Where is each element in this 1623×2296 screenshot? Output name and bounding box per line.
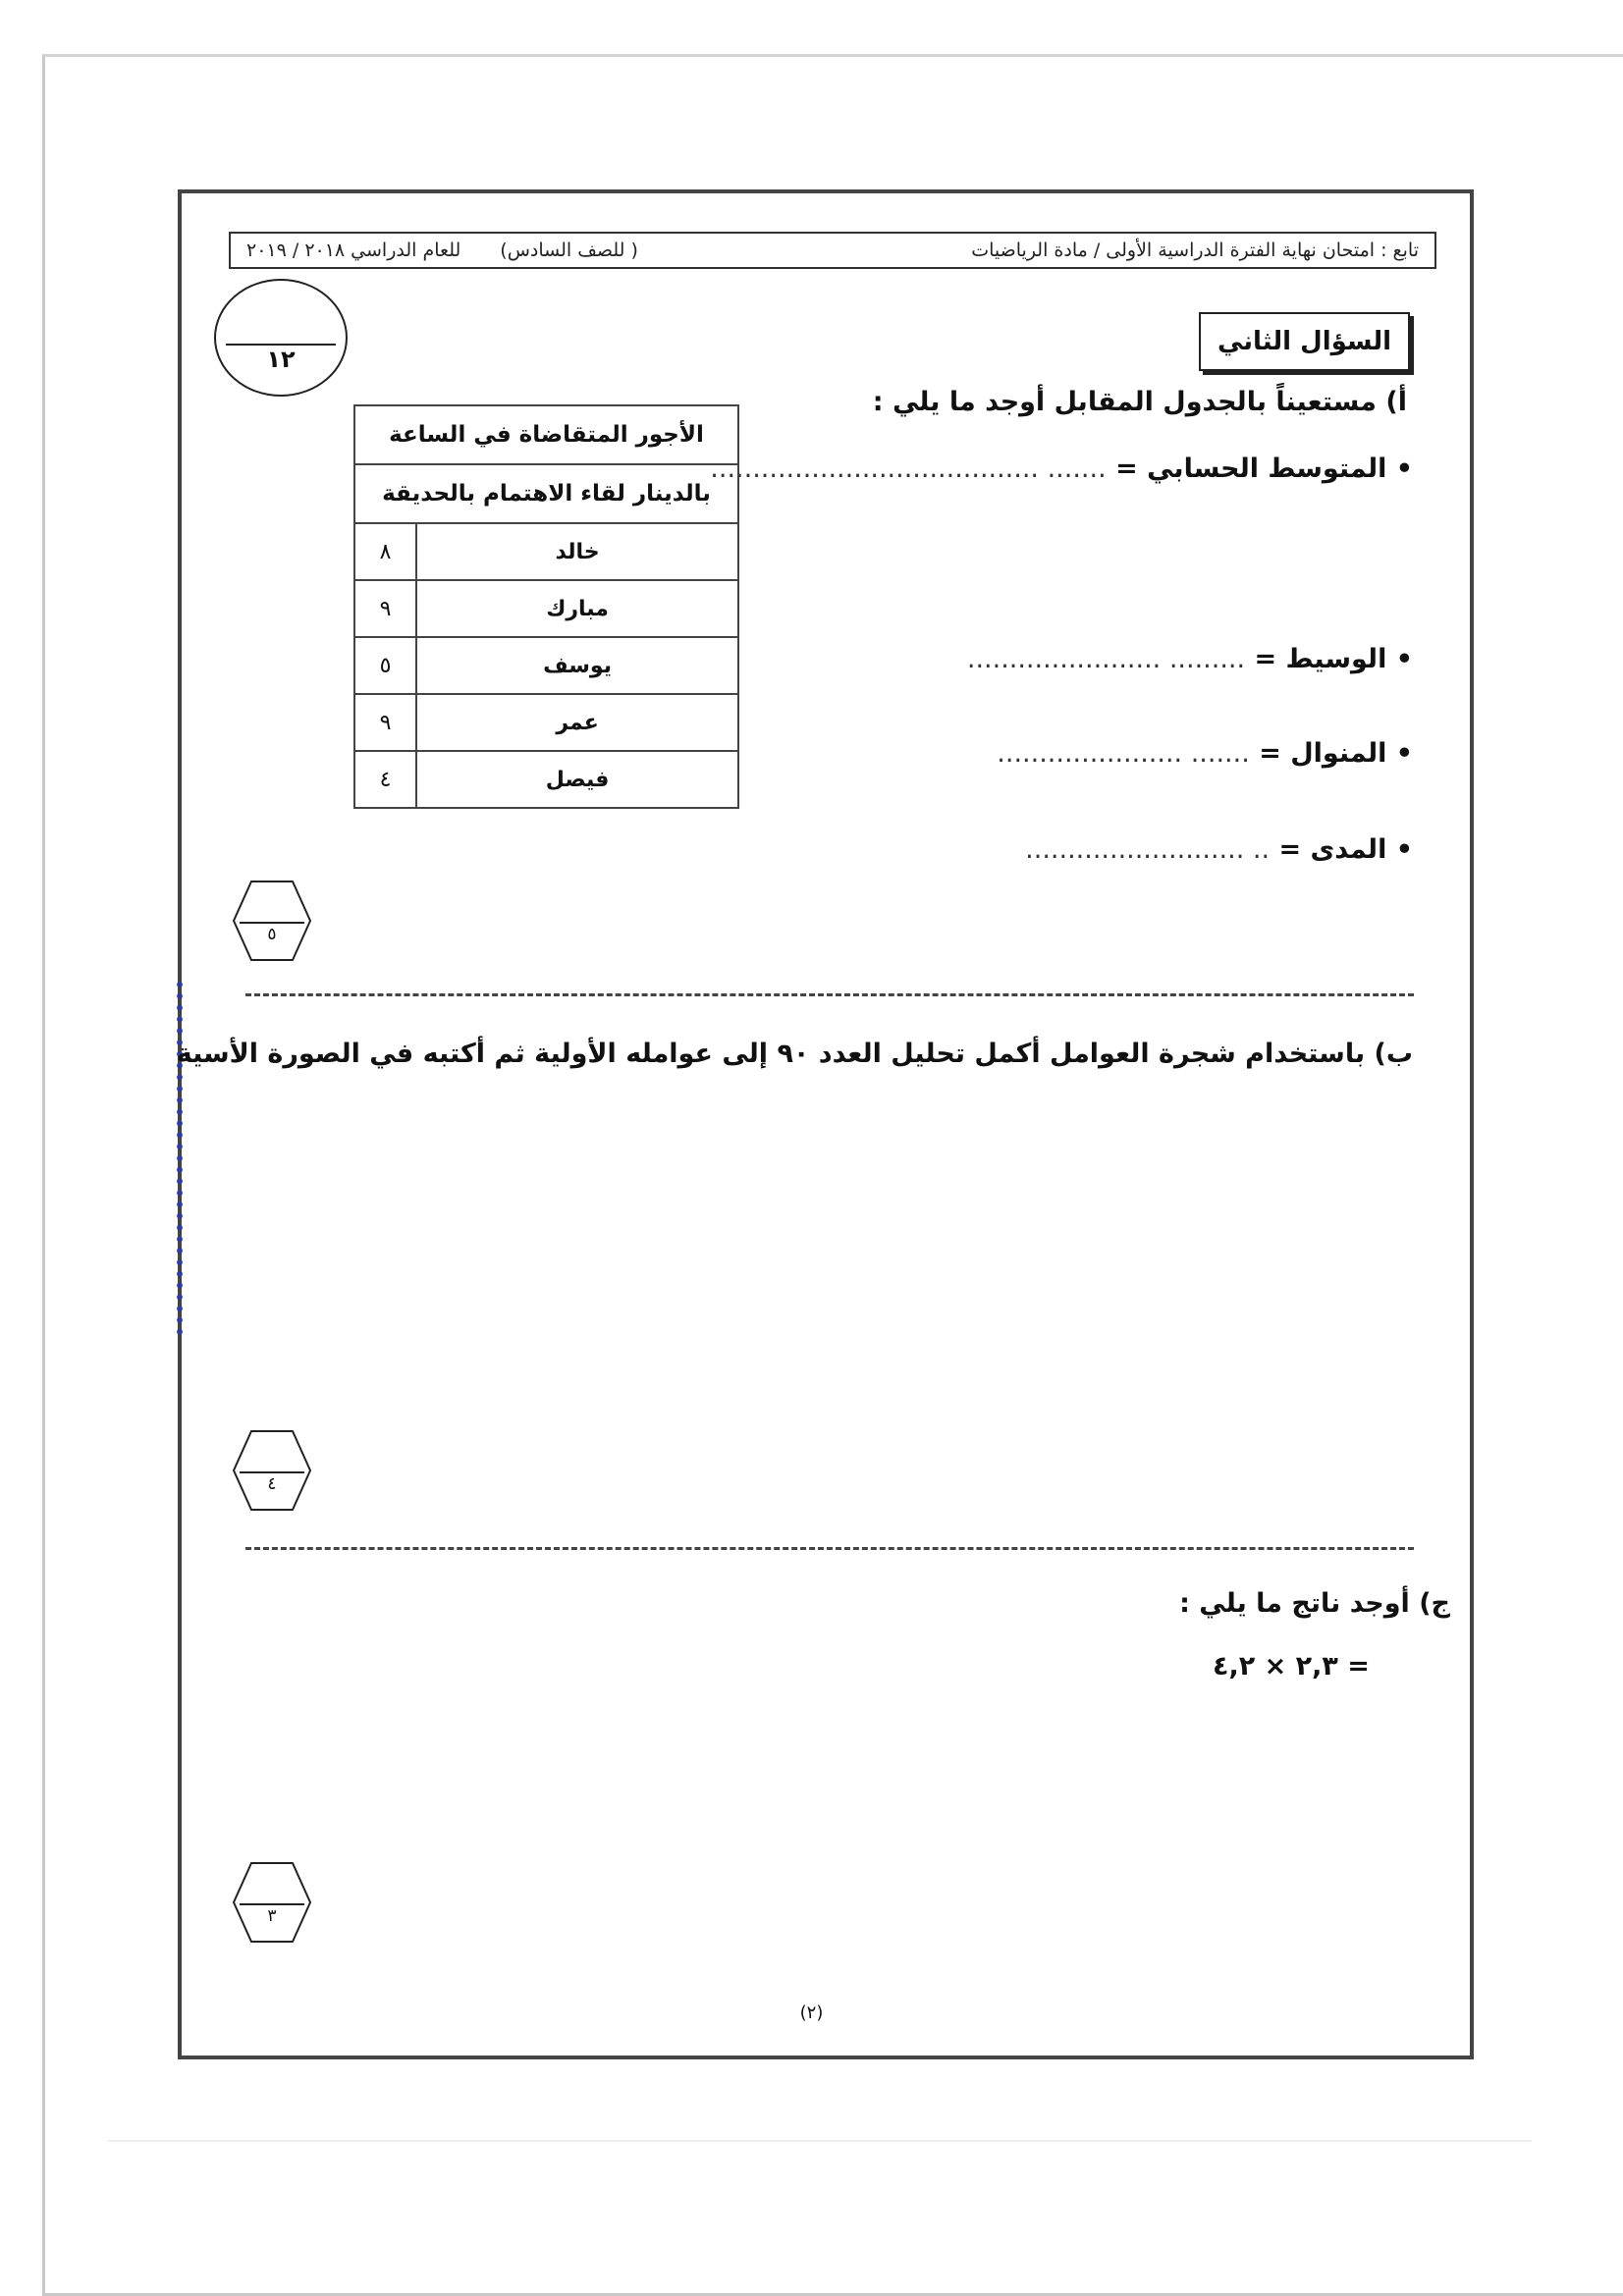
table-value-cell: ٥ (354, 637, 416, 694)
table-name-cell: فيصل (416, 751, 738, 808)
table-name-cell: عمر (416, 694, 738, 751)
range-label: • المدى = (1278, 834, 1413, 865)
median-row (967, 644, 1413, 674)
mode-row (997, 738, 1413, 769)
table-name-cell: يوسف (416, 637, 738, 694)
mode-label: • المنوال = (1259, 738, 1413, 769)
part-a-score-hexagon (232, 880, 312, 962)
table-name-cell: خالد (416, 523, 738, 580)
table-header-line2: بالدينار لقاء الاهتمام بالحديقة (354, 464, 738, 523)
median-label: • الوسيط = (1254, 644, 1413, 674)
wages-table (353, 404, 739, 809)
multiplication-equation: ٢,٣ × ٤,٢ = (1213, 1651, 1370, 1682)
section-divider (245, 1547, 1414, 1550)
part-a-score: ٥ (267, 925, 277, 944)
part-c-score: ٣ (267, 1906, 277, 1926)
table-row (354, 751, 738, 808)
table-row (354, 523, 738, 580)
total-score-circle (214, 279, 348, 397)
part-c-score-hexagon (232, 1861, 312, 1944)
mode-answer-blank[interactable]: ....... ...................... (997, 738, 1250, 769)
table-value-cell: ٤ (354, 751, 416, 808)
table-value-cell: ٩ (354, 694, 416, 751)
median-answer-blank[interactable]: ......... ....................... (966, 644, 1246, 674)
total-score: ١٢ (266, 346, 296, 373)
side-stamp-marks (177, 982, 194, 1335)
section-divider (245, 993, 1414, 996)
part-c-prompt: ج) أوجد ناتج ما يلي : (1179, 1588, 1450, 1619)
table-value-cell: ٩ (354, 580, 416, 637)
scan-edge-line (108, 2140, 1532, 2142)
part-b-score: ٤ (267, 1474, 277, 1494)
table-row (354, 637, 738, 694)
table-row (354, 694, 738, 751)
academic-year: للعام الدراسي ٢٠١٨ / ٢٠١٩ (246, 240, 461, 261)
table-value-cell: ٨ (354, 523, 416, 580)
part-a-prompt: أ) مستعيناً بالجدول المقابل أوجد ما يلي : (872, 387, 1407, 417)
table-name-cell: مبارك (416, 580, 738, 637)
exam-header (229, 232, 1436, 269)
question-title: السؤال الثاني (1199, 312, 1410, 371)
range-row (1025, 834, 1413, 865)
table-row (354, 580, 738, 637)
grade-label: ( للصف السادس) (500, 240, 638, 261)
part-b-prompt: ب) باستخدام شجرة العوامل أكمل تحليل العدد ٩٠ إلى عوامله الأولية ثم أكتبه في الصورة الأسية (176, 1039, 1413, 1069)
range-answer-blank[interactable]: .. .......................... (1025, 834, 1271, 865)
page-number: (٢) (799, 2002, 824, 2023)
mean-answer-blank[interactable]: ....... ....................................... (710, 454, 1107, 484)
mean-row (710, 454, 1413, 484)
part-b-score-hexagon (232, 1429, 312, 1512)
table-header-line1: الأجور المتقاضاة في الساعة (354, 405, 738, 464)
exam-title: تابع : امتحان نهاية الفترة الدراسية الأولى / مادة الرياضيات (971, 240, 1419, 261)
mean-label: • المتوسط الحسابي = (1115, 454, 1413, 484)
